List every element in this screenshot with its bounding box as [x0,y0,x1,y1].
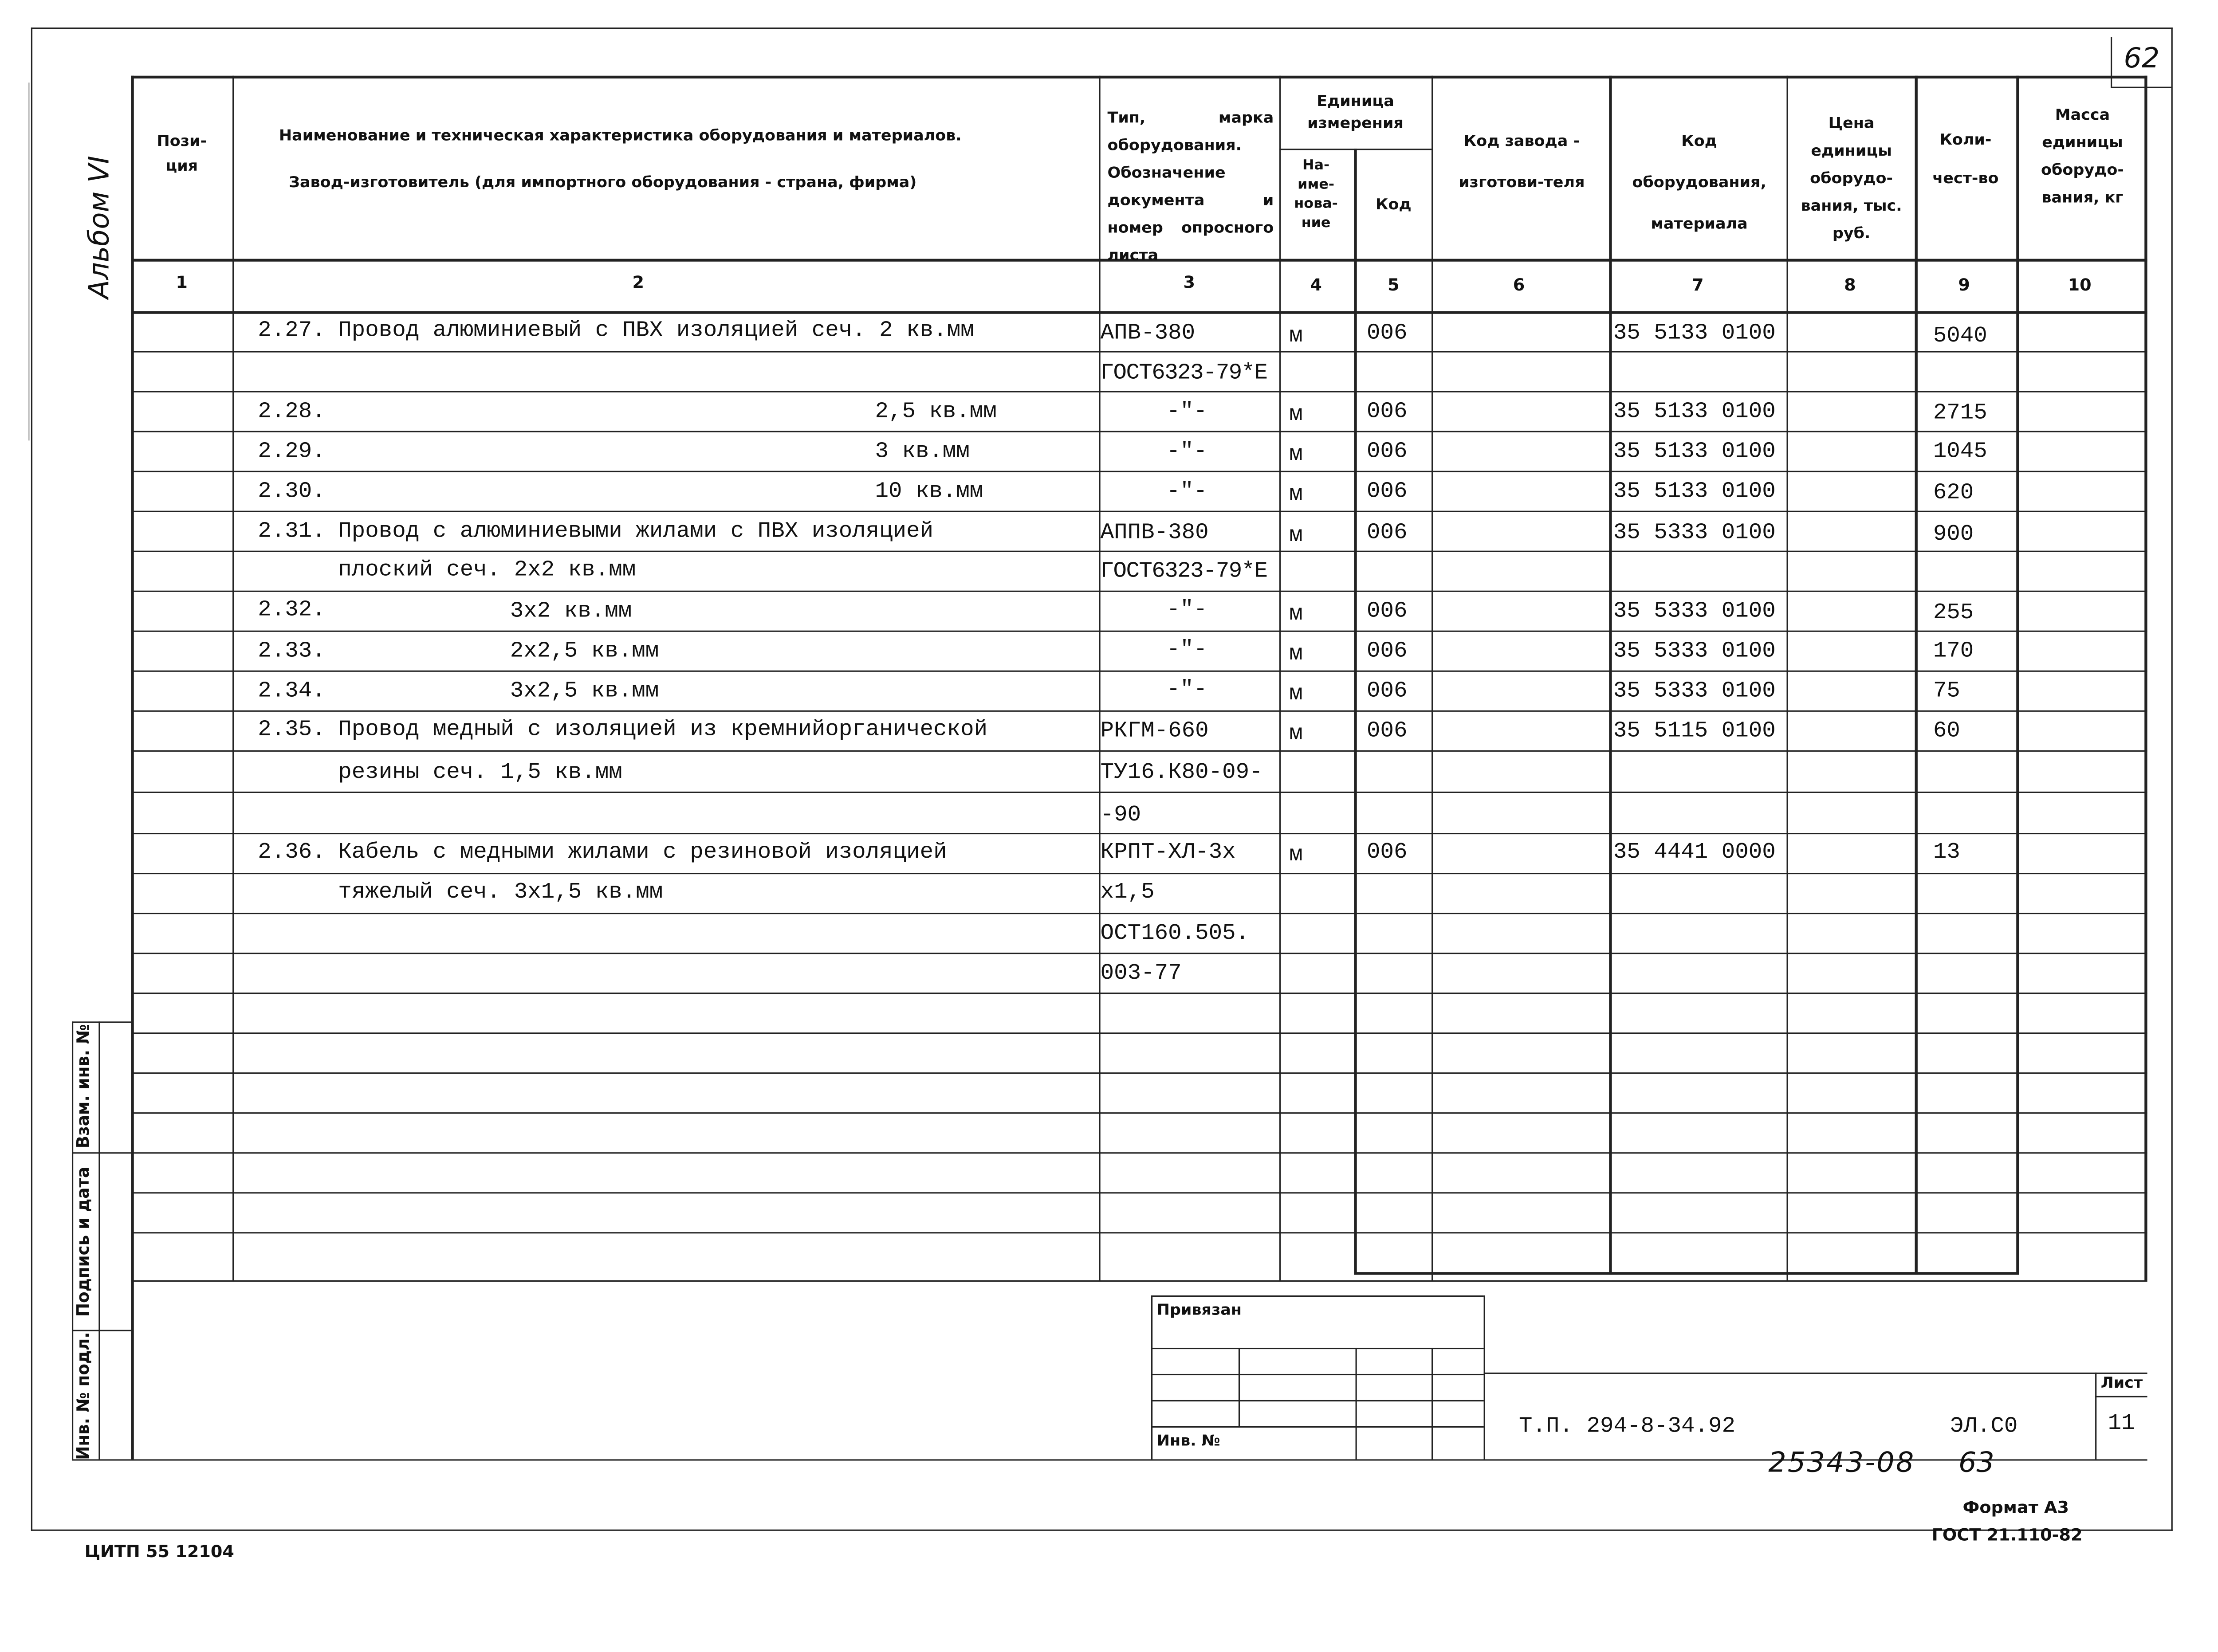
cell-name: 2,5 кв.мм [875,399,997,424]
cell-position: 2.36. [258,840,326,865]
cell-unit: м [1289,641,1303,667]
cell-type: ТУ16.К80-09- [1100,760,1263,785]
cell-unit: м [1289,721,1303,746]
stamp-podpis-data: Подпись и дата [73,1166,93,1317]
cell-name: Провод алюминиевый с ПВХ изоляцией сеч. 2 кв.мм [338,318,974,343]
list-value: 11 [2108,1411,2135,1436]
cell-position: 2.29. [258,439,326,464]
cell-position: 2.28. [258,399,326,424]
sheet-number-top: 62 [2124,41,2160,75]
cell-type: РКГМ-660 [1100,718,1209,744]
cell-material-code: 35 4441 0000 [1613,840,1776,865]
cell-unit: м [1289,442,1303,467]
cell-name: Кабель с медными жилами с резиновой изоляцией [338,840,947,865]
album-label: Альбом VI [82,156,116,299]
cell-material-code: 35 5333 0100 [1613,639,1776,664]
cell-type: АПВ-380 [1100,321,1196,346]
cell-position: 2.30. [258,479,326,504]
header-mass: Масса единицы оборудо-вания, кг [2041,106,2124,207]
cell-name: тяжелый сеч. 3х1,5 кв.мм [338,879,663,905]
cell-type: -"- [1166,637,1207,663]
cell-quantity: 2715 [1933,400,1987,426]
cell-position: 2.33. [258,639,326,664]
cell-unit: м [1289,842,1303,867]
cell-name: 2х2,5 кв.мм [510,639,659,664]
cell-unit: м [1289,523,1303,548]
cell-type: -"- [1166,677,1207,702]
cell-material-code: 35 5133 0100 [1613,321,1776,346]
cell-unit-code: 006 [1366,439,1408,464]
cell-quantity: 13 [1933,840,1960,865]
cell-type: -"- [1166,479,1207,504]
header-unit-group: Единица измерения [1307,92,1404,133]
cell-unit: м [1289,681,1303,706]
cell-unit-code: 006 [1366,599,1408,624]
colnum-5: 5 [1388,275,1400,295]
cell-name: резины сеч. 1,5 кв.мм [338,760,622,785]
format-label: Формат А3 [1962,1498,2069,1517]
cell-unit-code: 006 [1366,520,1408,545]
stamp-vzam-inv: Взам. инв. № [73,1024,93,1149]
header-factory-code: Код завода - изготови-теля [1459,132,1585,192]
cell-name: 10 кв.мм [875,479,983,504]
cell-quantity: 1045 [1933,439,1987,464]
cell-unit-code: 006 [1366,321,1408,346]
cell-material-code: 35 5133 0100 [1613,479,1776,504]
colnum-4: 4 [1310,275,1322,295]
privyazan-label: Привязан [1156,1301,1242,1319]
cell-name: 3х2,5 кв.мм [510,679,659,704]
cell-position: 2.32. [258,597,326,623]
colnum-2: 2 [632,272,645,292]
cell-material-code: 35 5115 0100 [1613,718,1776,744]
cell-type: -"- [1166,597,1207,623]
header-name-line1: Наименование и техническая характеристика оборудования и материалов. [279,126,962,145]
colnum-7: 7 [1692,275,1704,295]
cell-unit-code: 006 [1366,840,1408,865]
cell-unit: м [1289,482,1303,507]
cell-unit-code: 006 [1366,399,1408,424]
cell-unit: м [1289,323,1303,349]
header-price: Цена единицы оборудо-вания, тыс. руб. [1801,114,1902,243]
stamp-inv-podl: Инв. № подл. [73,1332,93,1460]
cell-type: ГОСТ6323-79*Е [1100,361,1267,386]
header-unit-name: На-име-нова-ние [1294,158,1338,232]
cell-type: -"- [1166,399,1207,424]
cell-quantity: 5040 [1933,323,1987,349]
doc-mark: ЭЛ.С0 [1950,1413,2018,1439]
cell-unit: м [1289,402,1303,427]
cell-unit: м [1289,601,1303,627]
cell-type: АППВ-380 [1100,520,1209,545]
header-position: Пози-ция [157,132,207,175]
cell-type: х1,5 [1100,879,1155,905]
cell-unit-code: 006 [1366,718,1408,744]
doc-code: Т.П. 294-8-34.92 [1518,1413,1735,1439]
colnum-10: 10 [2068,275,2092,295]
cell-type: 003-77 [1100,961,1182,986]
header-material-code: Код оборудования, материала [1632,132,1766,233]
cell-material-code: 35 5333 0100 [1613,599,1776,624]
colnum-6: 6 [1513,275,1525,295]
colnum-3: 3 [1183,272,1196,292]
cell-unit-code: 006 [1366,479,1408,504]
cell-position: 2.35. [258,717,326,742]
cell-quantity: 170 [1933,639,1974,664]
inv-no-label: Инв. № [1156,1432,1220,1450]
list-label: Лист [2100,1373,2143,1392]
cell-material-code: 35 5333 0100 [1613,520,1776,545]
cell-material-code: 35 5133 0100 [1613,399,1776,424]
cell-name: 3х2 кв.мм [510,599,632,624]
gost-label: ГОСТ 21.110-82 [1931,1525,2083,1545]
header-quantity: Коли-чест-во [1932,130,1999,188]
cell-material-code: 35 5333 0100 [1613,679,1776,704]
header-type: Тип, марка оборудования. Обозначение документа и номер опросного листа [1107,109,1274,265]
cell-type: ОСТ160.505. [1100,921,1250,946]
header-name-line2: Завод-изготовитель (для импортного оборудования - страна, фирма) [289,173,917,192]
cell-quantity: 620 [1933,480,1974,506]
cell-unit-code: 006 [1366,679,1408,704]
cell-type: ГОСТ6323-79*Е [1100,559,1267,584]
cell-material-code: 35 5133 0100 [1613,439,1776,464]
colnum-8: 8 [1844,275,1856,295]
cell-quantity: 75 [1933,679,1960,704]
cell-position: 2.27. [258,318,326,343]
cell-name: Провод медный с изоляцией из кремнийорганической [338,717,988,742]
cell-type: -"- [1166,439,1207,464]
colnum-1: 1 [176,272,188,292]
handwritten-sheet: 63 [1958,1445,1994,1479]
cell-quantity: 255 [1933,600,1974,625]
cell-quantity: 900 [1933,522,1974,547]
ctip-label: ЦИТП 55 12104 [84,1542,234,1562]
colnum-9: 9 [1958,275,1970,295]
cell-type: -90 [1100,802,1141,828]
cell-type: КРПТ-ХЛ-3х [1100,840,1236,865]
cell-position: 2.31. [258,519,326,544]
header-unit-code: Код [1375,195,1412,214]
cell-name: плоский сеч. 2х2 кв.мм [338,557,636,583]
handwritten-number: 25343-08 [1768,1445,1915,1479]
cell-unit-code: 006 [1366,639,1408,664]
cell-position: 2.34. [258,679,326,704]
cell-quantity: 60 [1933,718,1960,744]
cell-name: 3 кв.мм [875,439,970,464]
cell-name: Провод с алюминиевыми жилами с ПВХ изоляцией [338,519,934,544]
